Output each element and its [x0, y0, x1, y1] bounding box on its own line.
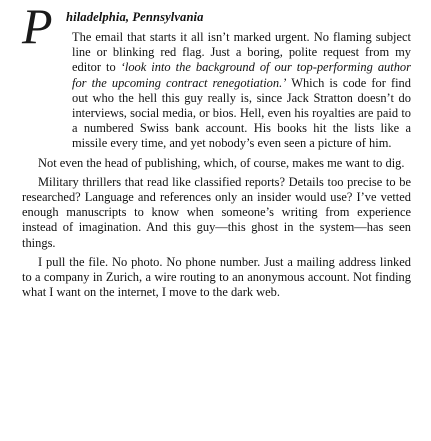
- paragraph-1-part2: Which is code for find out who the hell this guy really is, since Jack Stratton doesn’t do interviews, social media, or bios. Hell, even his royalties are paid to a numbered Swiss bank account. His books hit the lists like a missile every time, and yet nobody’s even seen a picture of him.: [72, 75, 411, 151]
- book-page: [22, 0, 411, 300]
- location-heading: hiladelphia, Pennsylvania: [66, 10, 204, 24]
- drop-cap-letter: P: [22, 0, 52, 54]
- paragraph-1-text: [22, 30, 411, 152]
- paragraph-1: [22, 30, 411, 152]
- paragraph-1-part1: The email that starts it all isn’t marked urgent. No flaming subject line or blinking red flag. Just a boring, polite request from my editor to: [72, 30, 411, 75]
- editor-quote: ‘look into the background of our top-performing author for the upcoming contract renegotiation.’: [72, 60, 411, 90]
- paragraph-2: Not even the head of publishing, which, of course, makes me want to dig.: [38, 155, 405, 170]
- paragraph-3: Military thrillers that read like classified reports? Details too precise to be researched? Language and references only an insider would use? I’ve vetted enough manuscripts to know when someone’s writing from experience instead of imagination. And this guy—this ghost in the system—has seen things.: [22, 174, 411, 250]
- paragraph-4: I pull the file. No photo. No phone number. Just a mailing address linked to a company in Zurich, a wire routing to an anonymous account. Not finding what I want on the internet, I move to the dark web.: [22, 254, 411, 300]
